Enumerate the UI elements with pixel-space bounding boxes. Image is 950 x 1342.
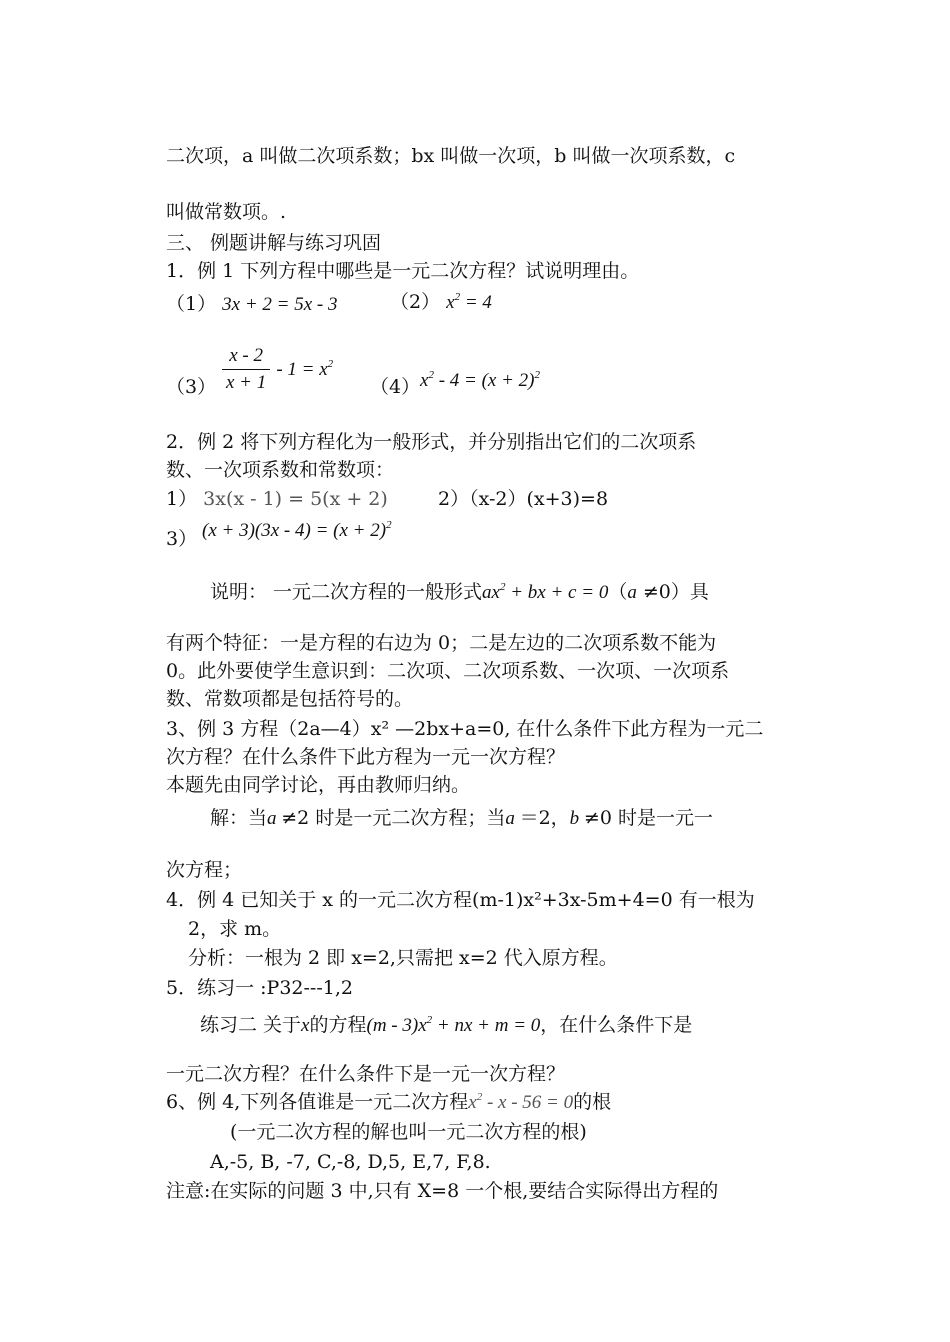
example-6-options: A,-5, B, -7, C,-8, D,5, E,7, F,8. [210,1151,491,1173]
eq-label-2: （2） [390,291,441,313]
example-1-prompt: 1．例 1 下列方程中哪些是一元二次方程？试说明理由。 [166,260,640,282]
explanation-line-1: 说明： 一元二次方程的一般形式$ax^2$ + bx + c = 0（a ≠0）具 [210,581,709,603]
example-6-line-1: 6、例 4,下列各值谁是一元二次方程$x^2 - x - 56 = 0$的根 [166,1091,612,1113]
definition-line-1: 二次项，a 叫做二次项系数；bx 叫做一次项，b 叫做一次项系数，c [166,145,736,167]
example-4-line-2: 2，求 m。 [188,918,282,940]
eq-label-4: （4） [370,376,421,398]
exercise-2-line-2: 一元二次方程？在什么条件下是一元一次方程？ [166,1063,566,1085]
note-line: 注意:在实际的问题 3 中,只有 X=8 一个根,要结合实际得出方程的 [166,1180,719,1202]
exercise-2-equation: $(m - 3)x^2$ + nx + m = 0 [366,1014,541,1036]
example-3-line-1: 3、例 3 方程（2a—4）x² —2bx+a=0, 在什么条件下此方程为一元二 [166,718,764,740]
explanation-line-4: 数、常数项都是包括符号的。 [166,688,414,710]
example-6-note: (一元二次方程的解也叫一元二次方程的根) [230,1121,587,1143]
analysis-line: 分析：一根为 2 即 x=2,只需把 x=2 代入原方程。 [188,947,618,969]
section-heading: 三、 例题讲解与练习巩固 [166,232,382,254]
general-form: $ax^2$ + bx + c = 0 [482,581,609,603]
equation-2: $x^2 = 4$ [446,291,492,313]
example-2-line-2: 数、一次项系数和常数项： [166,459,395,481]
fraction [222,343,270,396]
example-2-eq-3: $(x + 3)(3x - 4) = (x + 2)^2$ [202,519,392,541]
example-3-line-2: 次方程？在什么条件下此方程为一元一次方程？ [166,746,566,768]
equation-3 [222,343,333,396]
eq-label-3: （3） [166,376,217,398]
fraction-numerator: x - 2 [222,343,270,370]
eq-label: 1） [166,488,198,510]
equation-3-rest: - $1 = x^2$ [276,357,334,380]
fraction-denominator: x + 1 [226,372,267,393]
exercise-2-line-1: 练习二 关于x的方程$(m - 3)x^2$ + nx + m = 0，在什么条件下是 [200,1014,693,1036]
example-6-equation: $x^2 - x - 56 = 0$ [468,1091,574,1113]
eq-label-1: （1） [166,293,217,315]
example-2-eq-1 [166,487,388,511]
explanation-line-3: 0。此外要使学生意识到：二次项、二次项系数、一次项、一次项系 [166,660,730,682]
example-1-eq-2 [390,290,492,315]
definition-line-2: 叫做常数项。. [166,201,287,223]
equation: 3x(x - 1) = 5(x + 2) [203,488,388,510]
example-2-line-1: 2．例 2 将下列方程化为一般形式，并分别指出它们的二次项系 [166,431,697,453]
example-1-eq-row-1 [166,292,337,317]
example-2-eq-2: 2）（x-2）(x+3)=8 [438,488,609,510]
exercise-1-line: 5．练习一 :P32---1,2 [166,977,353,999]
eq-label-ex2-3: 3） [166,528,198,550]
solution-line: 解：当a ≠2 时是一元二次方程；当a ＝2，b ≠0 时是一元一 [210,807,713,829]
equation-4: $x^2 - 4 = (x + 2)^2$ [420,369,540,391]
explanation-line-2: 有两个特征：一是方程的右边为 0；二是左边的二次项系数不能为 [166,632,717,654]
equation-1: 3x + 2 = 5x - 3 [222,294,338,315]
example-3-line-3: 本题先由同学讨论，再由教师归纳。 [166,774,471,796]
solution-line-2: 次方程； [166,859,243,881]
example-4-line-1: 4．例 4 已知关于 x 的一元二次方程(m-1)x²+3x-5m+4=0 有一根为 [166,889,755,911]
